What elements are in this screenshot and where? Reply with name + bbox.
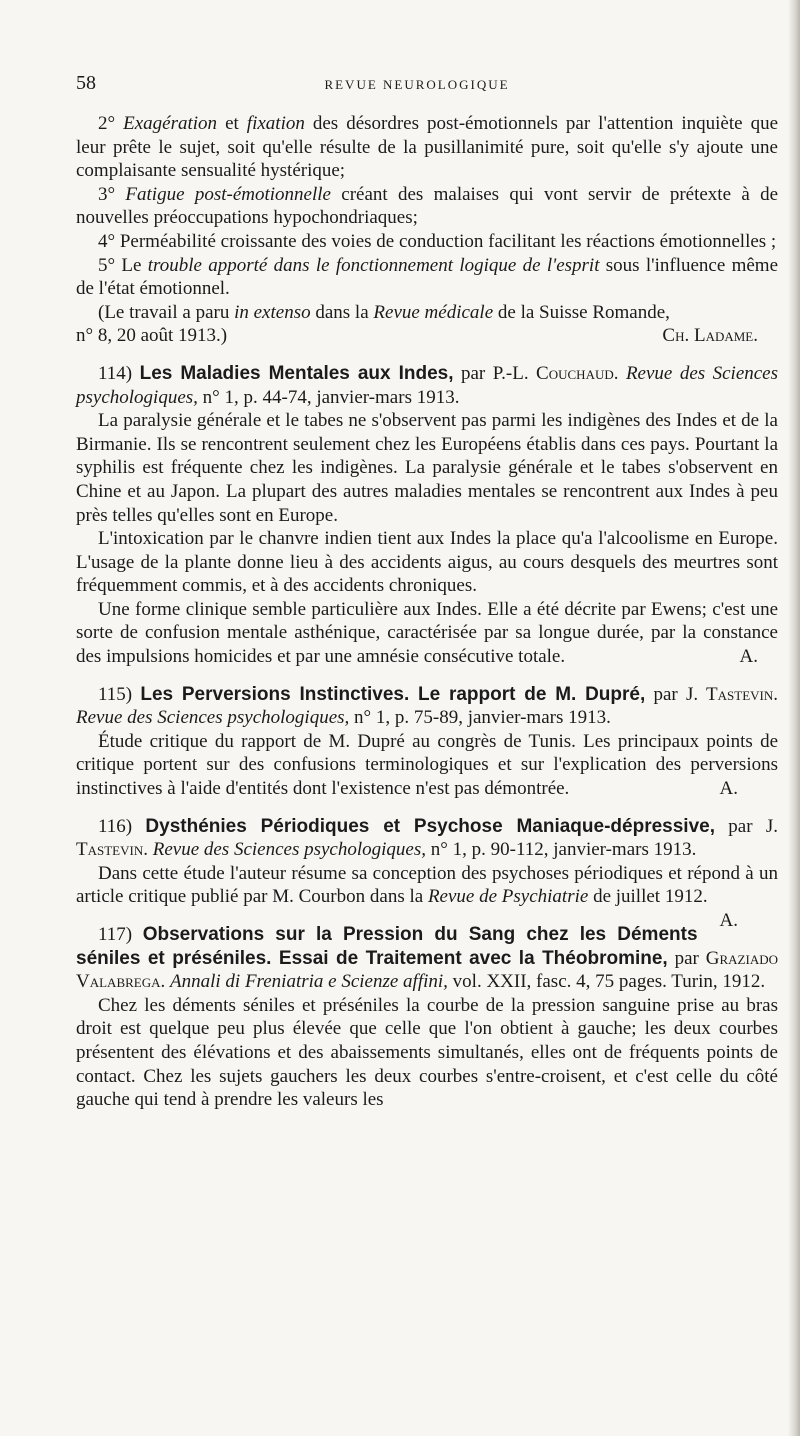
entry-heading: 116) Dysthénies Périodiques et Psychose Maniaque-dépressive, par J. Tastevin. Revue des Sciences psychologiques, n° 1, p. 90-112, janvier-mars 1913. <box>76 815 778 861</box>
entry-heading: 117) Observations sur la Pression du Sang chez les Déments séniles et préséniles. Essai de Traitement avec la Théobromine, par Graziado Valabrega. Annali di Freniatria e Scienze affini, vol. XXII, fasc. 4, 75 pages. Turin, 1912. <box>76 924 778 993</box>
entry-author: J. Tastevin. <box>76 815 778 861</box>
page-edge-shadow <box>788 0 800 1436</box>
abstract-entry-115 <box>76 683 778 801</box>
item-4: 4° Perméabilité croissante des voies de conduction facilitant les réactions émotionnelles ; <box>98 230 777 252</box>
entry-author: P.-L. Couchaud. <box>492 362 619 384</box>
entry-paragraph: Chez les déments séniles et préséniles la courbe de la pression sanguine prise au bras droit est quelque peu plus élevée que celle que l'on obtient à gauche; les deux courbes présentent des élévations et des abaissements simultanés, elles ont de fréquents points de contact. Chez les sujets gauchers les deux courbes s'entre-croisent, et c'est celle du côté gauche qui tend à prendre les valeurs les <box>76 994 778 1111</box>
entry-journal: Annali di Freniatria e Scienze affini, <box>170 971 448 993</box>
signature: A. <box>719 778 738 800</box>
entry-journal: Revue des Sciences psychologiques, <box>76 362 779 408</box>
entry-title: Les Perversions Instinctives. Le rapport de M. Dupré, <box>140 683 646 705</box>
item-2: 2° Exagération et fixation des désordres post-émotionnels par l'attention inquiète que leur prête le sujet, soit qu'elle résulte de la pusillanimité pure, soit qu'elle s'y ajoute une complaisante sensualité hystérique; <box>76 113 779 182</box>
entry-heading: 115) Les Perversions Instinctives. Le rapport de M. Dupré, par J. Tastevin. Revue des Sciences psychologiques, n° 1, p. 75-89, janvier-mars 1913. <box>76 683 779 729</box>
abstract-entry-114 <box>76 362 778 669</box>
entry-author: J. Tastevin. <box>686 683 779 705</box>
publication-note: (Le travail a paru in extenso dans la Revue médicale de la Suisse Romande, <box>98 301 670 323</box>
entry-paragraph: Dans cette étude l'auteur résume sa conception des psychoses périodiques et répond à un article critique publié par M. Courbon dans la Revue de Psychiatrie de juillet 1912. A. <box>76 862 778 931</box>
entry-heading: 114) Les Maladies Mentales aux Indes, par P.-L. Couchaud. Revue des Sciences psychologiques, n° 1, p. 44-74, janvier-mars 1913. <box>76 362 779 408</box>
running-head: REVUE NEUROLOGIQUE <box>324 77 510 92</box>
item-5: 5° Le trouble apporté dans le fonctionnement logique de l'esprit sous l'influence même de l'état émotionnel. <box>76 254 778 300</box>
signature: A. <box>719 910 738 931</box>
publication-note-end: n° 8, 20 août 1913.) Ch. Ladame. <box>76 324 778 348</box>
entry-paragraph: Une forme clinique semble particulière aux Indes. Elle a été décrite par Ewens; c'est une sorte de confusion mentale asthénique, caractérisée par sa longue durée, par la constance des impulsions homicides et par une amnésie consécutive totale. A. <box>76 598 778 668</box>
entry-title: Observations sur la Pression du Sang chez les Déments séniles et préséniles. Essai de Traitement avec la Théobromine, <box>76 924 698 969</box>
entry-journal: Revue des Sciences psychologiques, <box>76 707 350 729</box>
entry-paragraph: L'intoxication par le chanvre indien tient aux Indes la place qu'a l'alcoolisme en Europe. L'usage de la plante donne lieu à des accidents aigus, au cours desquels des meurtres sont fréquemment commis, et à des accidents chroniques. <box>76 528 778 597</box>
signature: Ch. Ladame. <box>662 325 758 347</box>
entry-author: Graziado Valabrega. <box>76 947 778 993</box>
item-3: 3° Fatigue post-émotionnelle créant des malaises qui vont servir de prétexte à de nouvelles préoccupations hypochondriaques; <box>76 183 778 229</box>
entry-journal: Revue des Sciences psychologiques, <box>152 839 427 861</box>
entry-paragraph: La paralysie générale et le tabes ne s'observent pas parmi les indigènes des Indes et de la Birmanie. Ils se rencontrent seulement chez les Européens établis dans ces pays. Pourtant la syphilis est fréquente chez les indigènes. La paralysie générale et le tabes s'observent en Chine et au Japon. La plupart des autres maladies mentales se rencontrent aux Indes à peu près telles qu'elles sont en Europe. <box>76 410 778 526</box>
abstract-entry-116 <box>76 815 778 931</box>
abstract-entry-117 <box>76 923 778 1112</box>
page-number: 58 <box>76 72 96 94</box>
entry-paragraph: Étude critique du rapport de M. Dupré au congrès de Tunis. Les principaux points de critique portent sur des confusions terminologiques et sur l'explication des perversions instinctives à l'aide d'entités dont l'existence n'est pas démontrée. A. <box>76 730 778 800</box>
page-header <box>76 72 778 96</box>
entry-title: Les Maladies Mentales aux Indes, <box>139 362 454 384</box>
entry-title: Dysthénies Périodiques et Psychose Maniaque-dépressive, <box>145 815 715 837</box>
signature: A. <box>739 646 758 668</box>
